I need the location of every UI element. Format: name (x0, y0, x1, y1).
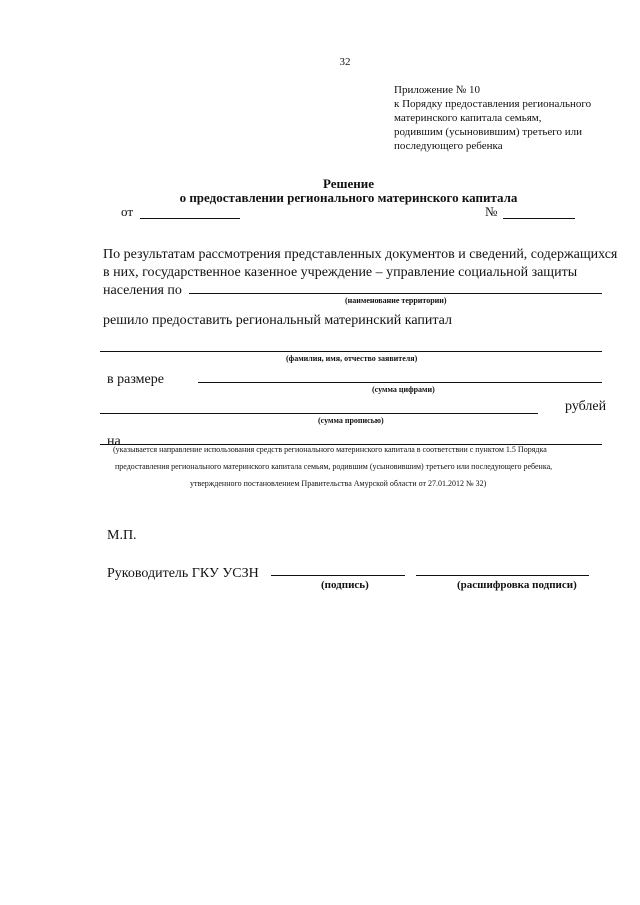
annex-line: материнского капитала семьям, (394, 112, 542, 124)
paragraph-line: По результатам рассмотрения представленных документов и сведений, содержащихся (103, 247, 618, 262)
number-prefix: № (485, 204, 498, 219)
document-subtitle: о предоставлении регионального материнского капитала (179, 190, 518, 205)
hint-territory: (наименование территории) (345, 296, 447, 305)
decided-text: решило предоставить региональный материнский капитал (103, 313, 452, 328)
amount-digits-field[interactable] (198, 382, 602, 383)
date-prefix: от (121, 204, 134, 219)
document-title: Решение (322, 176, 375, 191)
stamp-label: М.П. (107, 528, 137, 543)
annex-block (394, 83, 614, 153)
hint-fio: (фамилия, имя, отчество заявителя) (286, 354, 418, 363)
annex-line: Приложение № 10 (394, 84, 481, 96)
purpose-hint-line: предоставления регионального материнского капитала семьям, родившим (усыновившим) третьего или последующего ребенка, (115, 462, 553, 471)
amount-words-field[interactable] (100, 413, 538, 414)
number-field[interactable] (503, 218, 575, 219)
applicant-name-field[interactable] (100, 351, 602, 352)
paragraph-line: в них, государственное казенное учреждение – управление социальной защиты (103, 265, 578, 280)
purpose-hint-line: (указывается направление использования средств регионального материнского капитала в соответствии с пунктом 1.5 Порядка (113, 445, 547, 454)
territory-field[interactable] (189, 293, 602, 294)
page-number: 32 (339, 56, 351, 68)
hint-signature: (подпись) (321, 579, 369, 591)
amount-label: в размере (107, 372, 164, 387)
annex-line: последующего ребенка (394, 140, 503, 152)
annex-line: родившим (усыновившим) третьего или (394, 126, 583, 138)
date-field[interactable] (140, 218, 240, 219)
rubles-label: рублей (565, 399, 607, 414)
purpose-hint-line: утвержденного постановлением Правительства Амурской области от 27.01.2012 № 32) (190, 479, 487, 488)
head-label: Руководитель ГКУ УСЗН (107, 566, 259, 581)
annex-line: к Порядку предоставления регионального (394, 98, 592, 110)
signature-field[interactable] (271, 575, 405, 576)
on-label: на (107, 434, 121, 449)
hint-signature-decode: (расшифровка подписи) (457, 579, 577, 591)
paragraph-line: населения по (103, 283, 182, 298)
hint-amount-words: (сумма прописью) (318, 416, 384, 425)
hint-amount-digits: (сумма цифрами) (372, 385, 435, 394)
signature-decode-field[interactable] (416, 575, 589, 576)
